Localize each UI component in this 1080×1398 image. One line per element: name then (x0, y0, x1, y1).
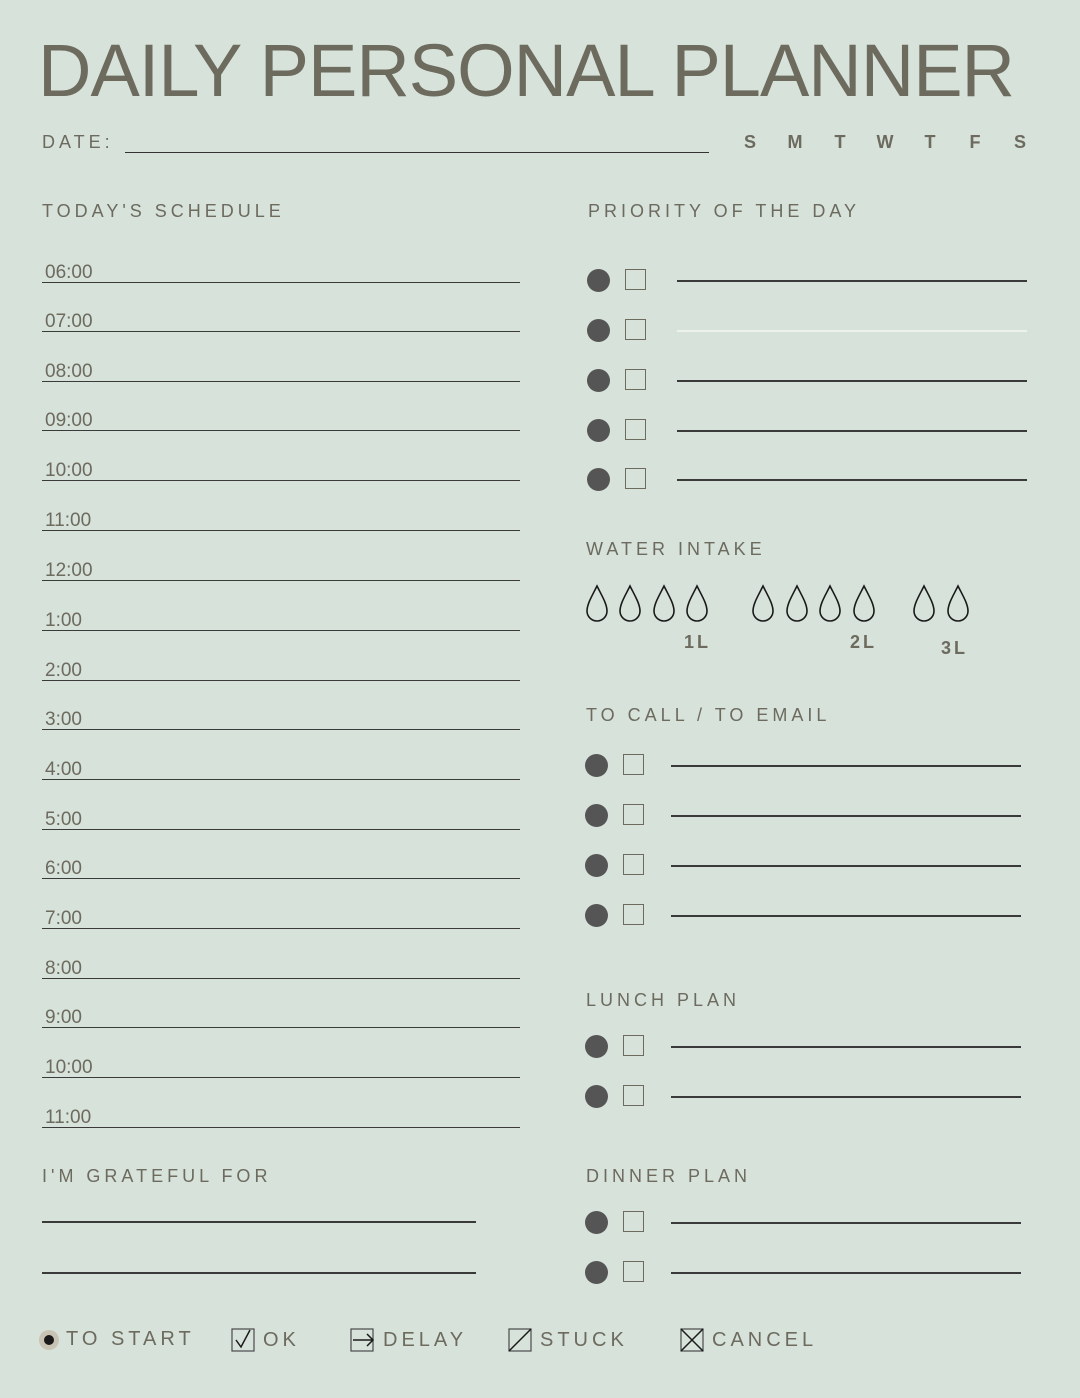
schedule-time: 4:00 (45, 759, 82, 780)
schedule-row[interactable] (42, 1003, 520, 1028)
bullet-dot (585, 754, 608, 777)
legend-label: STUCK (540, 1328, 628, 1351)
checkbox[interactable] (623, 1085, 644, 1106)
legend-ok (231, 1328, 300, 1352)
date-field[interactable] (125, 152, 709, 153)
schedule-time: 06:00 (45, 262, 93, 283)
schedule-time: 5:00 (45, 809, 82, 830)
call-item[interactable] (585, 903, 1025, 929)
schedule-row[interactable] (42, 506, 520, 531)
grateful-line[interactable] (42, 1272, 476, 1274)
schedule-time: 10:00 (45, 460, 93, 481)
day-monday[interactable]: M (787, 132, 803, 152)
bullet-dot (587, 468, 610, 491)
schedule-time: 11:00 (45, 1107, 92, 1128)
schedule-time: 12:00 (45, 560, 93, 581)
priority-item[interactable] (587, 268, 1027, 294)
checkbox[interactable] (625, 468, 646, 489)
water-drop-icon[interactable] (686, 584, 708, 622)
schedule-row[interactable] (42, 904, 520, 929)
priority-item[interactable] (587, 368, 1027, 394)
dinner-item[interactable] (585, 1260, 1025, 1286)
legend-cancel (680, 1328, 817, 1352)
checkbox[interactable] (623, 804, 644, 825)
grateful-heading: I'M GRATEFUL FOR (42, 1166, 272, 1186)
priority-item[interactable] (587, 318, 1027, 344)
bullet-dot (587, 369, 610, 392)
lunch-line[interactable] (671, 1096, 1021, 1098)
schedule-row[interactable] (42, 755, 520, 780)
legend-label: DELAY (383, 1328, 468, 1351)
schedule-row[interactable] (42, 357, 520, 382)
water-drop-icon[interactable] (653, 584, 675, 622)
call-line[interactable] (671, 765, 1021, 767)
checkbox[interactable] (625, 319, 646, 340)
water-drop-icon[interactable] (947, 584, 969, 622)
bullet-dot (585, 1035, 608, 1058)
day-thursday[interactable]: T (924, 132, 936, 152)
schedule-time: 11:00 (45, 510, 92, 531)
water-drop-icon[interactable] (752, 584, 774, 622)
bullet-dot (585, 1085, 608, 1108)
dinner-heading: DINNER PLAN (586, 1166, 752, 1186)
priority-heading: PRIORITY OF THE DAY (588, 201, 861, 221)
bullet-dot (587, 419, 610, 442)
legend-label: TO START (66, 1328, 195, 1350)
schedule-time: 2:00 (45, 660, 82, 681)
legend-stuck (508, 1328, 628, 1352)
checkbox[interactable] (625, 269, 646, 290)
checkbox[interactable] (623, 1261, 644, 1282)
slash-icon (508, 1328, 532, 1352)
checkbox[interactable] (625, 369, 646, 390)
schedule-row[interactable] (42, 854, 520, 879)
call-item[interactable] (585, 803, 1025, 829)
priority-line[interactable] (677, 430, 1027, 432)
day-saturday[interactable]: S (1013, 132, 1026, 152)
cross-icon (680, 1328, 704, 1352)
bullet-dot (585, 1261, 608, 1284)
checkbox[interactable] (625, 419, 646, 440)
day-sunday[interactable]: S (743, 132, 756, 152)
schedule-time: 6:00 (45, 858, 82, 879)
schedule-time: 08:00 (45, 361, 93, 382)
day-friday[interactable]: F (969, 132, 981, 152)
checkbox[interactable] (623, 1211, 644, 1232)
checkbox[interactable] (623, 904, 644, 925)
water-drop-icon[interactable] (913, 584, 935, 622)
priority-item[interactable] (587, 467, 1027, 493)
schedule-row[interactable] (42, 954, 520, 979)
dinner-line[interactable] (671, 1222, 1021, 1224)
priority-item[interactable] (587, 418, 1027, 444)
bullet-dot (587, 319, 610, 342)
call-item[interactable] (585, 853, 1025, 879)
schedule-row[interactable] (42, 406, 520, 431)
schedule-row[interactable] (42, 556, 520, 581)
schedule-time: 10:00 (45, 1057, 93, 1078)
schedule-row[interactable] (42, 705, 520, 730)
water-drop-icon[interactable] (619, 584, 641, 622)
to-start-dot-icon (38, 1329, 60, 1351)
legend-label: CANCEL (712, 1328, 818, 1351)
water-drop-icon[interactable] (586, 584, 608, 622)
bullet-dot (585, 904, 608, 927)
schedule-time: 8:00 (45, 958, 82, 979)
priority-line[interactable] (677, 479, 1027, 481)
page-title: DAILY PERSONAL PLANNER (38, 29, 1014, 112)
checkbox[interactable] (623, 1035, 644, 1056)
lunch-heading: LUNCH PLAN (586, 990, 741, 1010)
water-label-2l: 2L (850, 632, 878, 652)
priority-line[interactable] (677, 330, 1027, 332)
schedule-time: 07:00 (45, 311, 93, 332)
day-tuesday[interactable]: T (834, 132, 846, 152)
legend-label: OK (263, 1328, 300, 1351)
schedule-time: 09:00 (45, 410, 93, 431)
schedule-row[interactable] (42, 307, 520, 332)
water-drop-icon[interactable] (819, 584, 841, 622)
checkmark-icon (231, 1328, 255, 1352)
call-line[interactable] (671, 915, 1021, 917)
schedule-row[interactable] (42, 1053, 520, 1078)
schedule-row[interactable] (42, 656, 520, 681)
schedule-row[interactable] (42, 805, 520, 830)
water-drop-icon[interactable] (853, 584, 875, 622)
water-drop-icon[interactable] (786, 584, 808, 622)
schedule-row[interactable] (42, 1103, 520, 1128)
legend-to-start (38, 1328, 195, 1351)
arrow-right-icon (350, 1328, 375, 1352)
lunch-line[interactable] (671, 1046, 1021, 1048)
water-label-1l: 1L (684, 632, 712, 652)
checkbox[interactable] (623, 854, 644, 875)
day-wednesday[interactable]: W (876, 132, 894, 152)
schedule-row[interactable] (42, 456, 520, 481)
bullet-dot (585, 804, 608, 827)
schedule-time: 7:00 (45, 908, 82, 929)
schedule-row[interactable] (42, 606, 520, 631)
bullet-dot (585, 1211, 608, 1234)
water-label-3l: 3L (941, 638, 969, 658)
lunch-item[interactable] (585, 1084, 1025, 1110)
bullet-dot (585, 854, 608, 877)
bullet-dot (587, 269, 610, 292)
call-item[interactable] (585, 753, 1025, 779)
legend-delay (350, 1328, 467, 1352)
schedule-time: 9:00 (45, 1007, 82, 1028)
weekday-selector (740, 132, 1030, 153)
schedule-time: 1:00 (45, 610, 82, 631)
call-line[interactable] (671, 815, 1021, 817)
dinner-line[interactable] (671, 1272, 1021, 1274)
lunch-item[interactable] (585, 1034, 1025, 1060)
schedule-row[interactable] (42, 258, 520, 283)
schedule-heading: TODAY'S SCHEDULE (42, 201, 285, 221)
checkbox[interactable] (623, 754, 644, 775)
call-line[interactable] (671, 865, 1021, 867)
date-label: DATE: (42, 132, 114, 152)
priority-line[interactable] (677, 280, 1027, 282)
priority-line[interactable] (677, 380, 1027, 382)
dinner-item[interactable] (585, 1210, 1025, 1236)
grateful-line[interactable] (42, 1221, 476, 1223)
schedule-time: 3:00 (45, 709, 82, 730)
call-heading: TO CALL / TO EMAIL (586, 705, 831, 725)
water-heading: WATER INTAKE (586, 539, 766, 559)
